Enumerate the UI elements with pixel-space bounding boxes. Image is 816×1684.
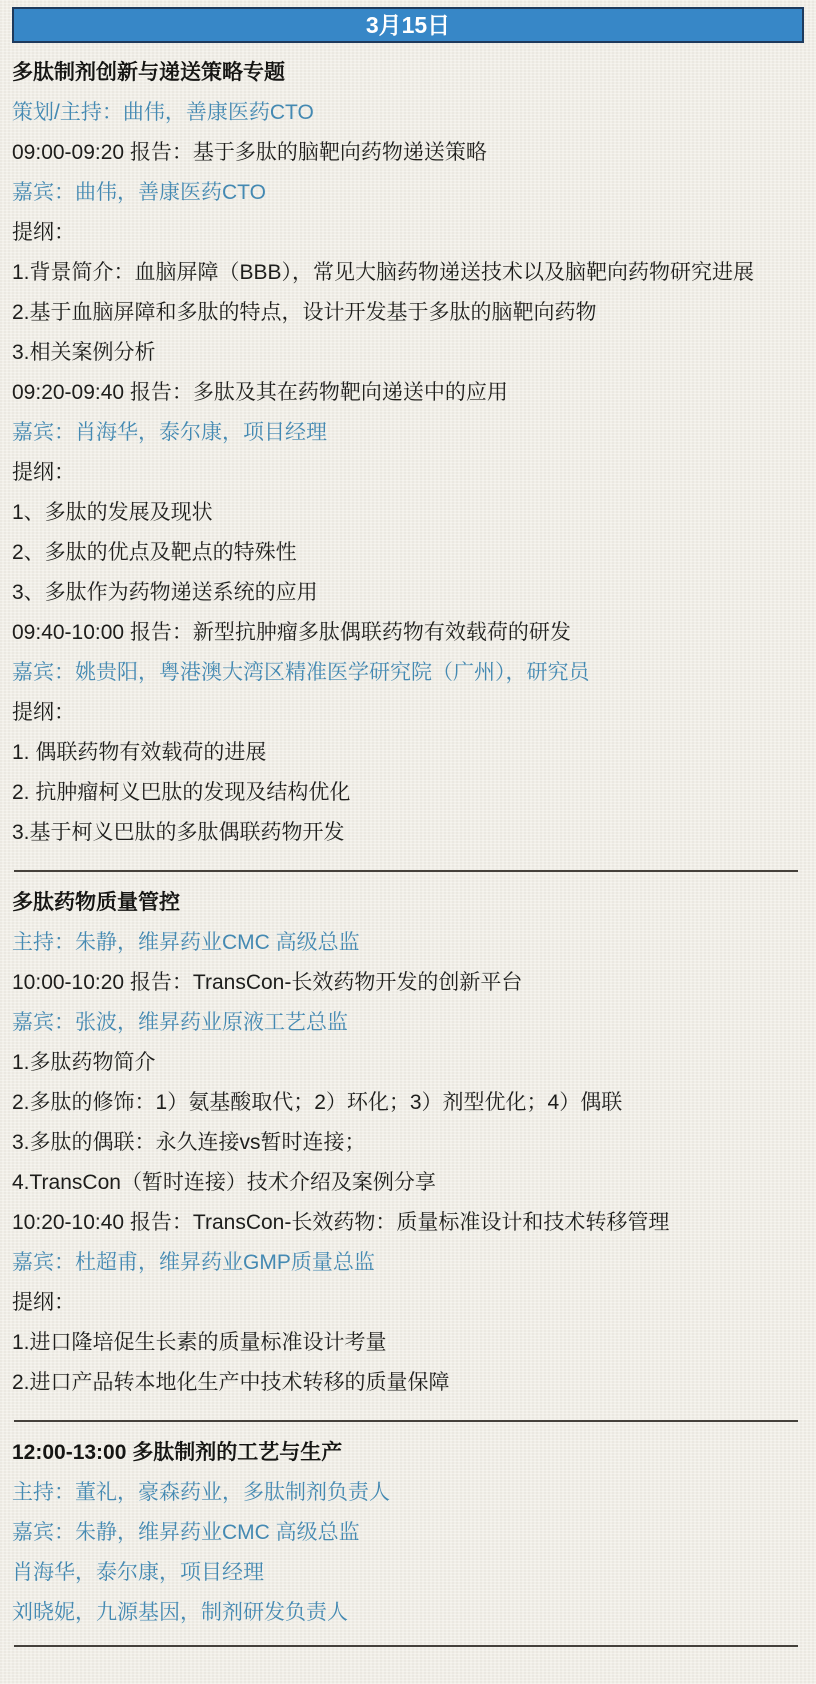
session-block-2	[12, 883, 804, 1403]
outline-item: 1. 偶联药物有效载荷的进展	[12, 741, 267, 764]
session-block-3	[12, 1433, 804, 1633]
outline-item: 2.进口产品转本地化生产中技术转移的质量保障	[12, 1371, 450, 1394]
section-divider	[14, 1420, 798, 1422]
talk-time-title: 09:20-09:40 报告：多肽及其在药物靶向递送中的应用	[12, 381, 508, 404]
session-block-1	[12, 53, 804, 853]
date-header-label: 3月15日	[365, 12, 451, 38]
outline-item: 3.相关案例分析	[12, 341, 156, 364]
guest-line: 嘉宾：姚贵阳，粤港澳大湾区精准医学研究院（广州），研究员	[12, 661, 590, 684]
guest-line: 嘉宾：肖海华，泰尔康，项目经理	[12, 421, 327, 444]
guest-line: 嘉宾：杜超甫，维昇药业GMP质量总监	[12, 1251, 375, 1274]
section-divider	[14, 870, 798, 872]
outline-item: 1、多肽的发展及现状	[12, 501, 213, 524]
outline-item: 1.多肽药物简介	[12, 1051, 156, 1074]
guest-line: 肖海华，泰尔康，项目经理	[12, 1561, 264, 1584]
talk-time-title: 10:00-10:20 报告：TransCon-长效药物开发的创新平台	[12, 971, 523, 994]
outline-item: 4.TransCon（暂时连接）技术介绍及案例分享	[12, 1171, 436, 1194]
outline-item: 3、多肽作为药物递送系统的应用	[12, 581, 318, 604]
session-title: 多肽药物质量管控	[12, 891, 180, 914]
talk-time-title: 09:40-10:00 报告：新型抗肿瘤多肽偶联药物有效载荷的研发	[12, 621, 571, 644]
talk-time-title: 10:20-10:40 报告：TransCon-长效药物：质量标准设计和技术转移管理	[12, 1211, 670, 1234]
guest-line: 嘉宾：朱静，维昇药业CMC 高级总监	[12, 1521, 360, 1544]
outline-label: 提纲：	[12, 701, 75, 724]
session-title: 多肽制剂创新与递送策略专题	[12, 61, 285, 84]
outline-label: 提纲：	[12, 221, 75, 244]
outline-item: 3.基于柯义巴肽的多肽偶联药物开发	[12, 821, 345, 844]
session-title: 12:00-13:00 多肽制剂的工艺与生产	[12, 1441, 343, 1464]
outline-item: 1.背景简介：血脑屏障（BBB），常见大脑药物递送技术以及脑靶向药物研究进展	[12, 261, 755, 284]
guest-line: 嘉宾：曲伟，善康医药CTO	[12, 181, 266, 204]
host-line: 主持：朱静，维昇药业CMC 高级总监	[12, 931, 360, 954]
planner-host-line: 策划/主持：曲伟，善康医药CTO	[12, 101, 314, 124]
outline-item: 2、多肽的优点及靶点的特殊性	[12, 541, 297, 564]
outline-label: 提纲：	[12, 461, 75, 484]
outline-item: 2.多肽的修饰：1）氨基酸取代；2）环化；3）剂型优化；4）偶联	[12, 1091, 623, 1114]
date-header-bar	[12, 7, 804, 43]
outline-label: 提纲：	[12, 1291, 75, 1314]
talk-time-title: 09:00-09:20 报告：基于多肽的脑靶向药物递送策略	[12, 141, 487, 164]
outline-item: 3.多肽的偶联：永久连接vs暂时连接；	[12, 1131, 366, 1154]
host-line: 主持：董礼，豪森药业，多肽制剂负责人	[12, 1481, 390, 1504]
guest-line: 刘晓妮，九源基因，制剂研发负责人	[12, 1601, 348, 1624]
outline-item: 2.基于血脑屏障和多肽的特点，设计开发基于多肽的脑靶向药物	[12, 301, 597, 324]
outline-item: 2. 抗肿瘤柯义巴肽的发现及结构优化	[12, 781, 351, 804]
outline-item: 1.进口隆培促生长素的质量标准设计考量	[12, 1331, 387, 1354]
guest-line: 嘉宾：张波，维昇药业原液工艺总监	[12, 1011, 348, 1034]
bottom-divider	[14, 1645, 798, 1647]
